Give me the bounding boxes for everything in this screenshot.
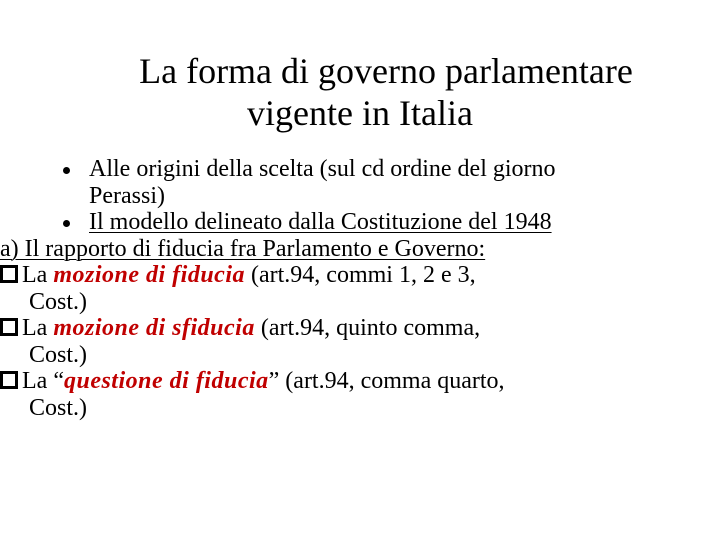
check-line-2: Cost.) [29,288,88,315]
check-suffix: (art.94, quinto comma, [254,315,481,341]
check-item-mozione-sfiducia [0,315,700,368]
section-heading-a [0,236,700,263]
check-emphasis: mozione di fiducia [53,262,245,288]
bullet-item-origins [60,156,700,209]
check-prefix: La “ [22,368,64,394]
title-line-1: La forma di governo parlamentare [139,51,633,91]
check-item-questione-fiducia [0,368,700,421]
slide-title [0,50,720,134]
square-bullet-icon [0,318,18,336]
check-suffix: ” (art.94, comma quarto, [268,368,505,394]
check-line-2: Cost.) [29,341,88,368]
square-bullet-icon [0,371,18,389]
check-emphasis: mozione di sfiducia [53,315,255,341]
section-heading-text: a) Il rapporto di fiducia fra Parlamento e Governo: [0,235,486,262]
bullet-item-model [60,209,700,236]
check-suffix: (art.94, commi 1, 2 e 3, [244,262,476,288]
check-emphasis: questione di fiducia [63,368,269,394]
bullet-text-line-2: Perassi) [89,182,165,209]
title-line-2: vigente in Italia [247,93,473,133]
square-bullet-icon [0,265,18,283]
check-item-mozione-fiducia [0,262,700,315]
round-bullet-icon [63,220,70,227]
check-prefix: La [22,262,54,288]
round-bullet-icon [63,167,70,174]
slide-body [0,156,700,421]
bullet-text: Il modello delineato dalla Costituzione del 1948 [89,209,552,235]
bullet-text-line-1: Alle origini della scelta (sul cd ordine del giorno [89,156,556,182]
check-prefix: La [22,315,54,341]
check-line-2: Cost.) [29,394,88,421]
